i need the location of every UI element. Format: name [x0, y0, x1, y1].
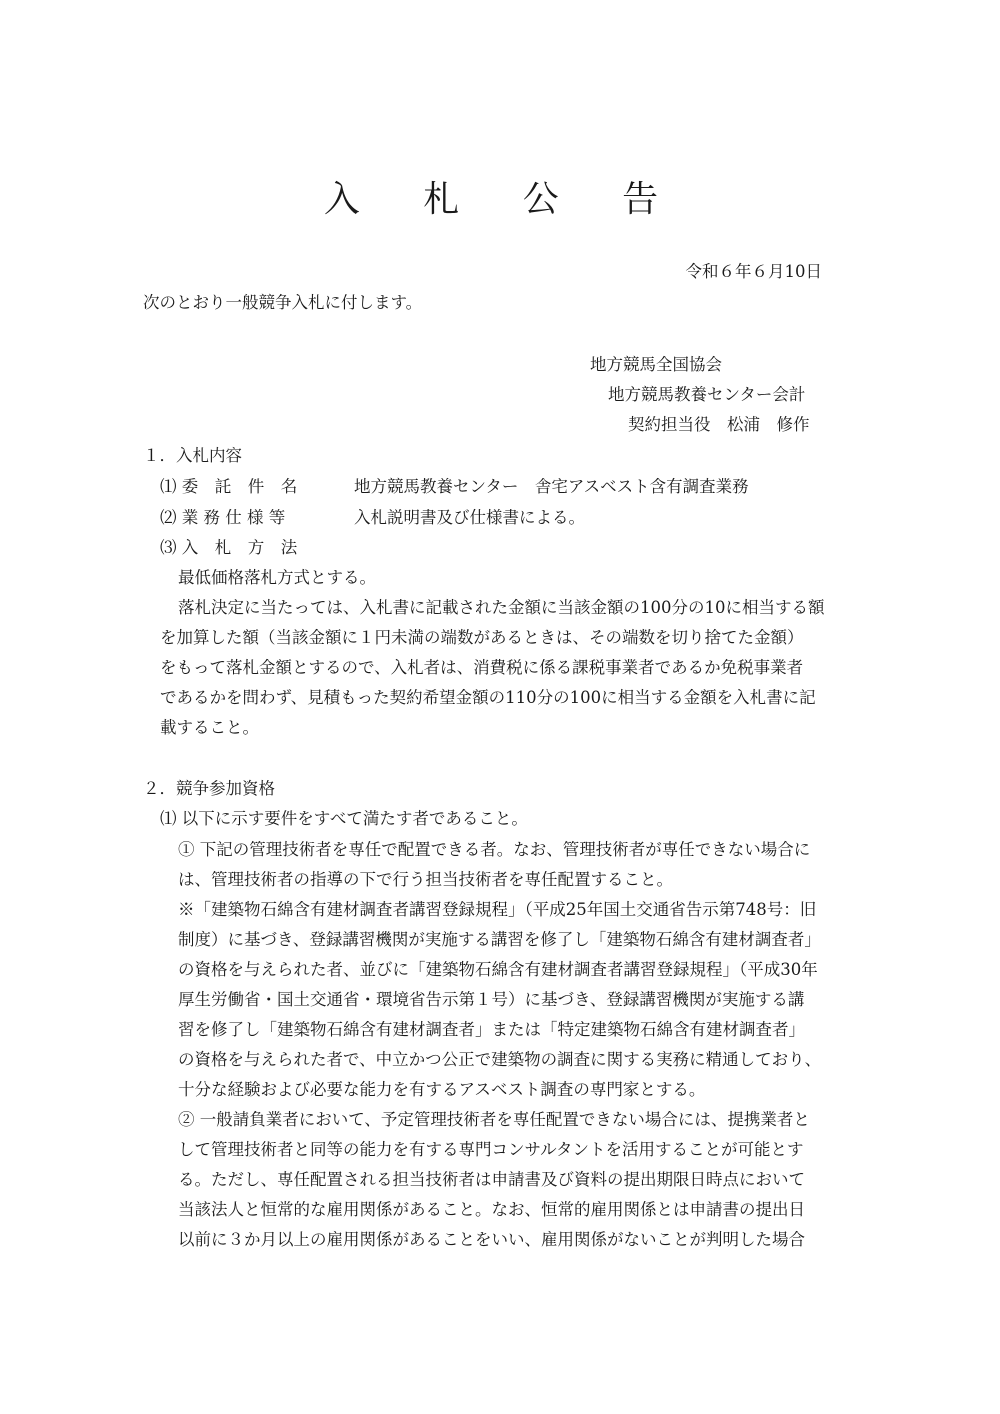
- paragraph-line: をもって落札金額とするので、入札者は、消費税に係る課税事業者であるか免税事業者: [160, 658, 804, 677]
- issuer-officer: 契約担当役 松浦 修作: [628, 415, 810, 434]
- method-text: 最低価格落札方式とする。: [178, 568, 376, 587]
- paragraph-line: 載すること。: [160, 718, 259, 737]
- item3-label: ⑶ 入 札 方 法: [160, 538, 298, 557]
- requirement-line: ※「建築物石綿含有建材調査者講習登録規程」（平成25年国土交通省告示第748号：旧: [178, 900, 817, 919]
- requirement-line: る。ただし、専任配置される担当技術者は申請書及び資料の提出期限日時点において: [178, 1170, 805, 1189]
- issuer-dept: 地方競馬教養センター会計: [608, 385, 806, 404]
- requirement-line: 厚生労働省・国土交通省・環境省告示第１号）に基づき、登録講習機関が実施する講: [178, 990, 805, 1009]
- issuer-org: 地方競馬全国協会: [590, 355, 722, 374]
- item2-value: 入札説明書及び仕様書による。: [354, 508, 585, 527]
- section2-item1: ⑴ 以下に示す要件をすべて満たす者であること。: [160, 809, 528, 828]
- section2-heading: ２．競争参加資格: [143, 779, 275, 798]
- item1-value: 地方競馬教養センター 舎宅アスベスト含有調査業務: [354, 477, 749, 496]
- requirement-line: の資格を与えられた者で、中立かつ公正で建築物の調査に関する実務に精通しており、: [178, 1050, 822, 1069]
- section1-heading: １．入札内容: [143, 446, 242, 465]
- requirement-line: 当該法人と恒常的な雇用関係があること。なお、恒常的雇用関係とは申請書の提出日: [178, 1200, 805, 1219]
- requirement-line: 制度）に基づき、登録講習機関が実施する講習を修了し「建築物石綿含有建材調査者」: [178, 930, 821, 949]
- intro-text: 次のとおり一般競争入札に付します。: [143, 293, 423, 312]
- paragraph-line: を加算した額（当該金額に１円未満の端数があるときは、その端数を切り捨てた金額）: [160, 628, 804, 647]
- document-title: 入 札 公 告: [323, 179, 685, 220]
- requirement-line: ② 一般請負業者において、予定管理技術者を専任配置できない場合には、提携業者と: [178, 1110, 810, 1129]
- requirement-line: 以前に３か月以上の雇用関係があることをいい、雇用関係がないことが判明した場合: [178, 1230, 805, 1249]
- requirement-line: は、管理技術者の指導の下で行う担当技術者を専任配置すること。: [178, 870, 673, 889]
- item2-label: ⑵ 業 務 仕 様 等: [160, 508, 286, 527]
- issue-date: 令和６年６月10日: [685, 262, 822, 281]
- paragraph-line: 落札決定に当たっては、入札書に記載された金額に当該金額の100分の10に相当する額: [178, 598, 825, 617]
- item1-label: ⑴ 委 託 件 名: [160, 477, 298, 496]
- requirement-line: ① 下記の管理技術者を専任で配置できる者。なお、管理技術者が専任できない場合に: [178, 840, 811, 859]
- requirement-line: 習を修了し「建築物石綿含有建材調査者」または「特定建築物石綿含有建材調査者」: [178, 1020, 805, 1039]
- requirement-line: の資格を与えられた者、並びに「建築物石綿含有建材調査者講習登録規程」（平成30年: [178, 960, 818, 979]
- requirement-line: 十分な経験および必要な能力を有するアスベスト調査の専門家とする。: [178, 1080, 706, 1099]
- requirement-line: して管理技術者と同等の能力を有する専門コンサルタントを活用することが可能とす: [178, 1140, 804, 1159]
- paragraph-line: であるかを問わず、見積もった契約希望金額の110分の100に相当する金額を入札書に記: [160, 688, 816, 707]
